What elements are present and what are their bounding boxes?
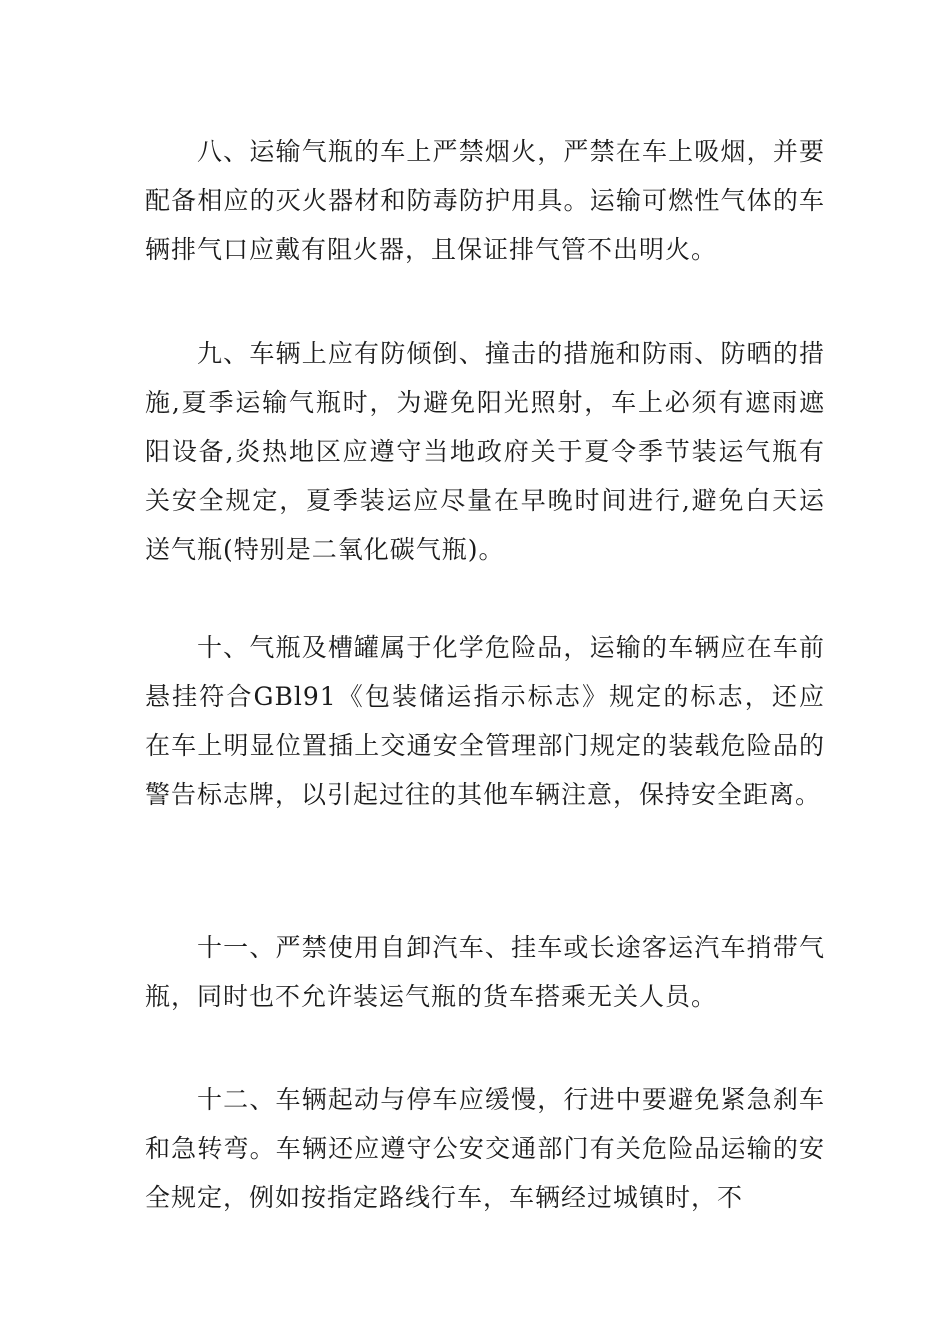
paragraph-item-9: 九、车辆上应有防倾倒、撞击的措施和防雨、防晒的措施,夏季运输气瓶时，为避免阳光照射，车上必须有遮雨遮阳设备,炎热地区应遵守当地政府关于夏令季节装运气瓶有关安全规定，夏季装运应尽量在早晚时间进行,避免白天运送气瓶(特别是二氧化碳气瓶)。 <box>145 339 825 564</box>
paragraph-item-10: 十、气瓶及槽罐属于化学危险品，运输的车辆应在车前悬挂符合GBl91《包装储运指示标志》规定的标志，还应在车上明显位置插上交通安全管理部门规定的装载危险品的警告标志牌，以引起过往的其他车辆注意，保持安全距离。 <box>145 633 825 809</box>
paragraph-item-8: 八、运输气瓶的车上严禁烟火，严禁在车上吸烟，并要配备相应的灭火器材和防毒防护用具。运输可燃性气体的车辆排气口应戴有阻火器，且保证排气管不出明火。 <box>145 137 825 264</box>
paragraph-item-12: 十二、车辆起动与停车应缓慢，行进中要避免紧急刹车和急转弯。车辆还应遵守公安交通部门有关危险品运输的安全规定，例如按指定路线行车，车辆经过城镇时，不 <box>145 1085 825 1212</box>
paragraph-item-11: 十一、严禁使用自卸汽车、挂车或长途客运汽车捎带气瓶，同时也不允许装运气瓶的货车搭乘无关人员。 <box>145 933 825 1011</box>
